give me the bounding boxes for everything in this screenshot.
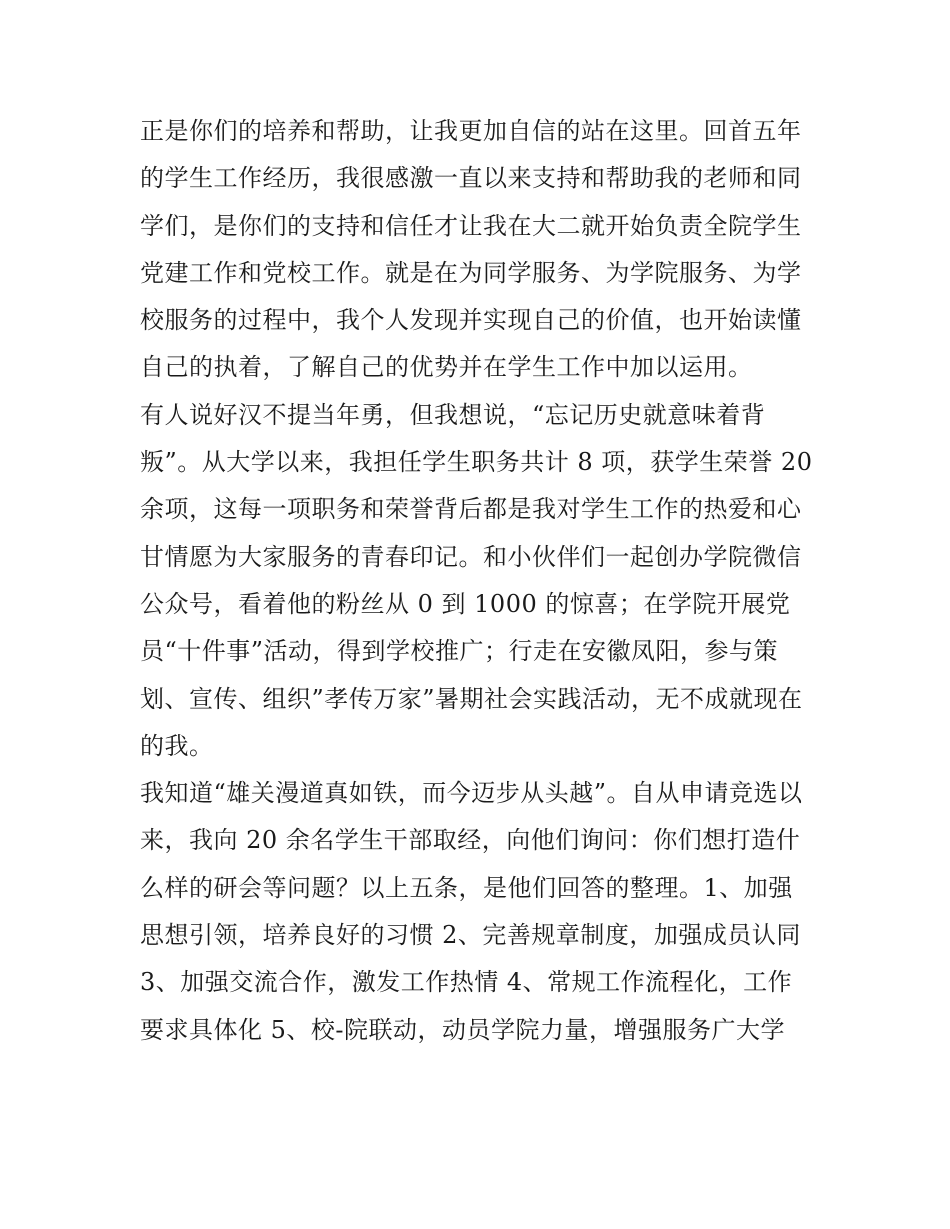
text-line: 员“十件事”活动，得到学校推广；行走在安徽凤阳，参与策 [140,637,779,666]
text-line: 党建工作和党校工作。就是在为同学服务、为学院服务、为学 [140,258,802,287]
text-line: 余项，这每一项职务和荣誉背后都是我对学生工作的热爱和心 [140,495,802,524]
text-line: 学们，是你们的支持和信任才让我在大二就开始负责全院学生 [140,211,802,240]
text-line: 我知道“雄关漫道真如铁，而今迈步从头越”。自从申请竞选以 [140,779,803,808]
text-line: 思想引领，培养良好的习惯 2、完善规章制度，加强成员认同 [140,921,801,950]
text-line: 要求具体化 5、校-院联动，动员学院力量，增强服务广大学 [140,1015,786,1044]
text-line: 自己的执着，了解自己的优势并在学生工作中加以运用。 [140,353,753,382]
text-line: 正是你们的培养和帮助，让我更加自信的站在这里。回首五年 [140,117,802,145]
text-line: 的学生工作经历，我很感激一直以来支持和帮助我的老师和同 [140,164,802,193]
text-line: 叛”。从大学以来，我担任学生职务共计 8 项，获学生荣誉 20 [140,448,813,477]
text-line: 划、宣传、组织”孝传万家”暑期社会实践活动，无不成就现在 [140,684,803,713]
text-line: 来，我向 20 余名学生干部取经，向他们询问：你们想打造什 [140,826,801,855]
text-line: 有人说好汉不提当年勇，但我想说，“忘记历史就意味着背 [140,400,766,429]
text-line: 3、加强交流合作，激发工作热情 4、常规工作流程化，工作 [140,968,793,997]
document-body [140,111,820,1057]
text-line: 的我。 [140,731,214,760]
text-line: 甘情愿为大家服务的青春印记。和小伙伴们一起创办学院微信 [140,542,802,571]
text-line: 么样的研会等问题？以上五条，是他们回答的整理。1、加强 [140,873,793,902]
text-line: 公众号，看着他的粉丝从 0 到 1000 的惊喜；在学院开展党 [140,589,791,618]
text-line: 校服务的过程中，我个人发现并实现自己的价值，也开始读懂 [140,306,802,335]
